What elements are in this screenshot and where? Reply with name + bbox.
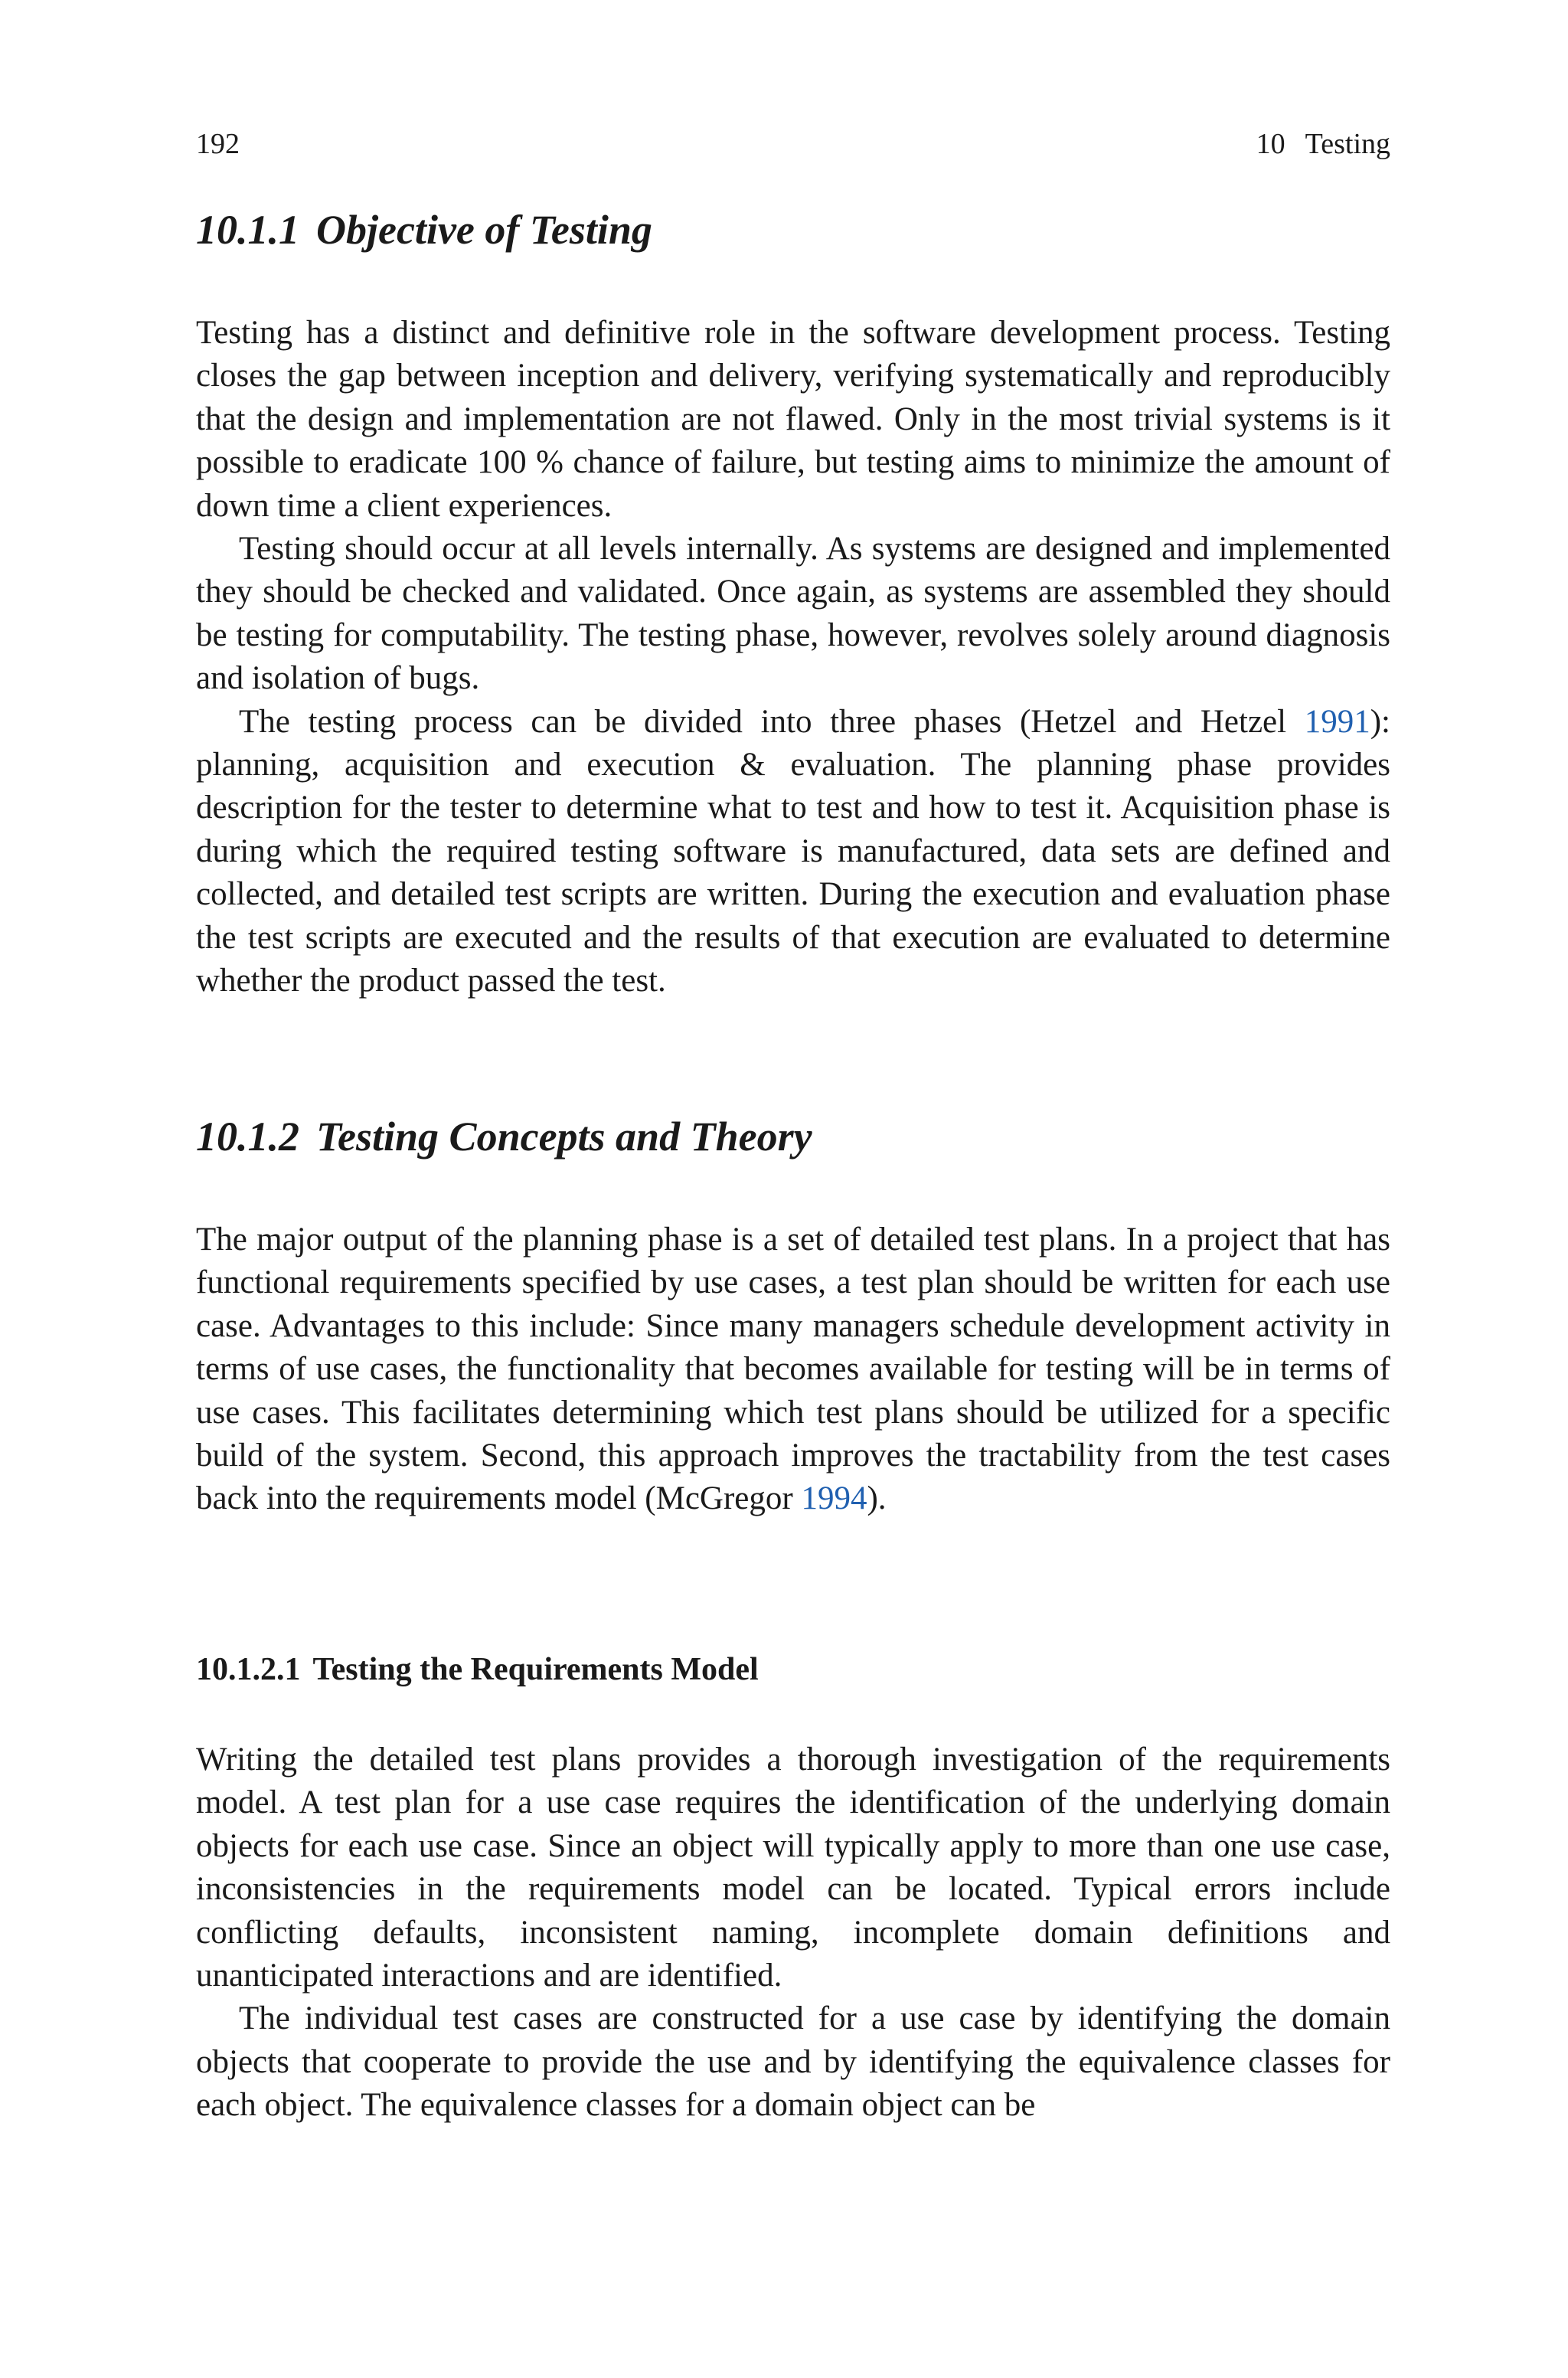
section-body-objective bbox=[196, 312, 1390, 1003]
section-number: 10.1.2 bbox=[196, 1114, 299, 1160]
paragraph: Writing the detailed test plans provides a thorough investigation of the requirements model. A test plan for a use case requires the identification of the underlying domain objects for each use case. Since an object will typically apply to more than one use case, inconsistencies in the requirements model can be located. Typical errors include conflicting defaults, inconsistent naming, incomplete domain definitions and unanticipated interactions and are identified. bbox=[196, 1742, 1390, 1994]
subsection-body-requirements bbox=[196, 1739, 1390, 2128]
paragraph bbox=[196, 1218, 1390, 1521]
section-title: Testing Concepts and Theory bbox=[316, 1114, 812, 1160]
page-number: 192 bbox=[196, 128, 240, 160]
chapter-number: 10 bbox=[1256, 128, 1285, 160]
paragraph: Testing has a distinct and definitive role in the software development process. Testing closes the gap between inception and delivery, verifying systematically and reproducibly that the design and implementation are not flawed. Only in the most trivial systems is it possible to eradicate 100 % chance of failure, but testing aims to minimize the amount of down time a client experiences. bbox=[196, 315, 1390, 524]
section-title: Objective of Testing bbox=[316, 207, 652, 253]
subsection-heading-requirements bbox=[196, 1648, 759, 1691]
running-head bbox=[196, 126, 1390, 162]
section-heading-objective bbox=[196, 205, 652, 254]
section-number: 10.1.1 bbox=[196, 207, 299, 253]
paragraph-text: ). bbox=[867, 1480, 887, 1517]
citation-link-hetzel-1991[interactable]: 1991 bbox=[1304, 703, 1370, 740]
paragraph-text: The testing process can be divided into three phases (Hetzel and Hetzel bbox=[239, 703, 1305, 740]
chapter-heading bbox=[1256, 126, 1390, 162]
citation-link-mcgregor-1994[interactable]: 1994 bbox=[801, 1480, 867, 1517]
section-body-concepts bbox=[196, 1218, 1390, 1521]
subsection-number: 10.1.2.1 bbox=[196, 1652, 301, 1687]
section-heading-concepts bbox=[196, 1112, 812, 1161]
paragraph: Testing should occur at all levels internally. As systems are designed and implemented they should be checked and validated. Once again, as systems are assembled they should be testing for computability. The testing phase, however, revolves solely around diagnosis and isolation of bugs. bbox=[196, 531, 1390, 697]
chapter-title: Testing bbox=[1305, 128, 1390, 160]
subsection-title: Testing the Requirements Model bbox=[312, 1652, 759, 1687]
paragraph-text: ): planning, acquisition and execution & evaluation. The planning phase provides description for the tester to determine what to test and how to test it. Acquisition phase is during which the required testing software is manufactured, data sets are defined and collected, and detailed test scripts are written. During the execution and evaluation phase the test scripts are executed and the results of that execution are evaluated to determine whether the product passed the test. bbox=[196, 703, 1390, 999]
paragraph: The individual test cases are constructed for a use case by identifying the domain objects that cooperate to provide the use and by identifying the equivalence classes for each object. The equivalence classes for a domain object can be bbox=[196, 2000, 1390, 2124]
paragraph-text: The major output of the planning phase is a set of detailed test plans. In a project that has functional requirements specified by use cases, a test plan should be written for each use case. Advantages to this include: Since many managers schedule development activity in terms of use cases, the functionality that becomes available for testing will be in terms of use cases. This facilitates determining which test plans should be utilized for a specific build of the system. Second, this approach improves the tractability from the test cases back into the requirements model (McGregor bbox=[196, 1222, 1390, 1517]
paragraph bbox=[196, 701, 1390, 1003]
